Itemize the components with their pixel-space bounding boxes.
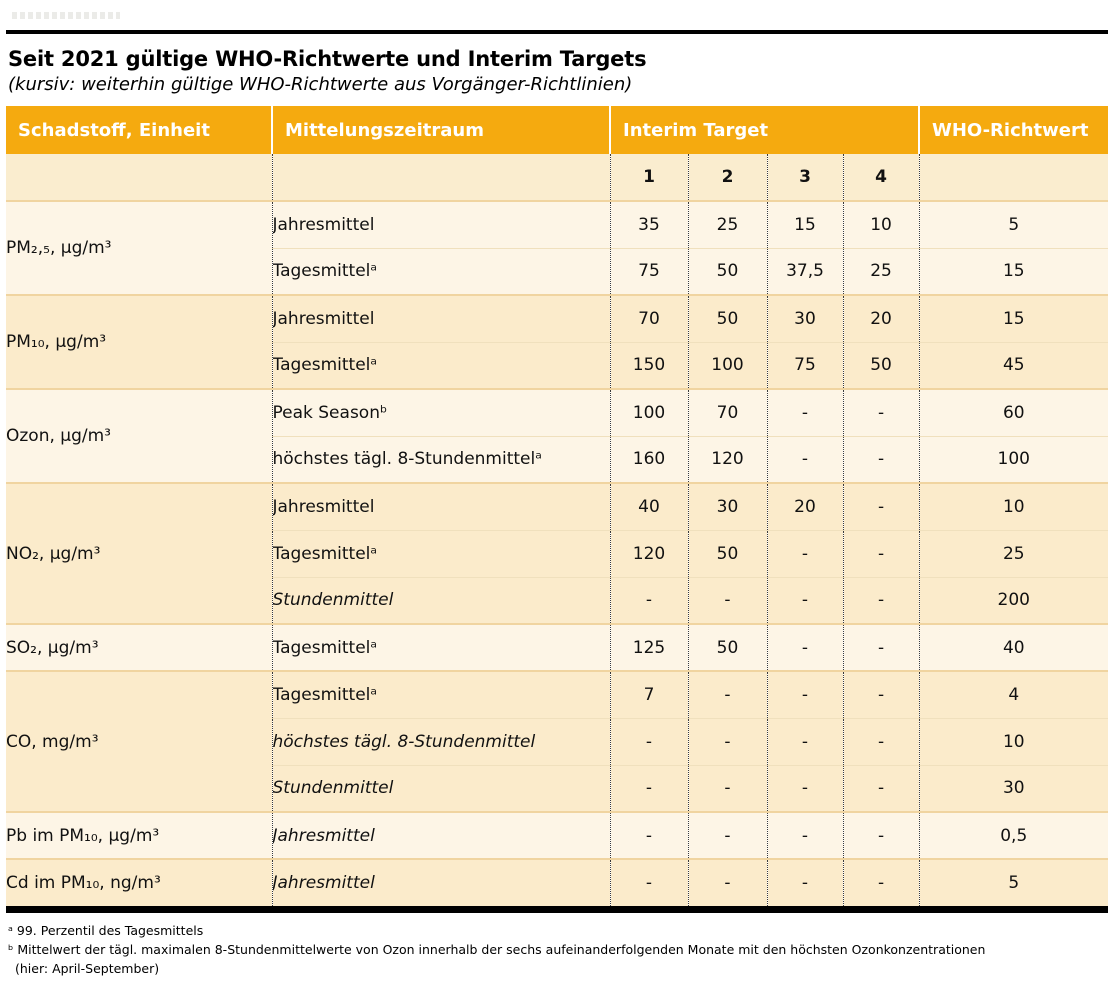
table-row: [6, 812, 1108, 859]
period-cell: höchstes tägl. 8-Stundenmittelᵃ: [272, 436, 610, 483]
period-cell: Tagesmittelᵃ: [272, 671, 610, 718]
interim-2-cell: -: [688, 812, 767, 859]
interim-4-cell: -: [843, 624, 919, 671]
subheader-empty-period: [272, 154, 610, 201]
pollutant-cell: NO₂, µg/m³: [6, 483, 272, 624]
table-row: [6, 483, 1108, 530]
pollutant-cell: Cd im PM₁₀, ng/m³: [6, 859, 272, 906]
who-value-cell: 200: [919, 577, 1108, 624]
pollutant-cell: SO₂, µg/m³: [6, 624, 272, 671]
pollutant-cell: CO, mg/m³: [6, 671, 272, 812]
footnotes: [8, 922, 1108, 978]
interim-3-cell: -: [767, 436, 843, 483]
interim-1-cell: -: [610, 859, 688, 906]
interim-3-cell: -: [767, 530, 843, 577]
top-rule: [6, 30, 1108, 34]
who-value-cell: 45: [919, 342, 1108, 389]
period-cell: Tagesmittelᵃ: [272, 624, 610, 671]
subheader-interim-4: 4: [843, 154, 919, 201]
page-title: Seit 2021 gültige WHO-Richtwerte und Interim Targets: [8, 47, 647, 71]
table-row: [6, 859, 1108, 906]
faint-source-text: [12, 12, 120, 19]
interim-1-cell: 35: [610, 201, 688, 248]
header-interim-target: Interim Target: [610, 106, 919, 154]
interim-1-cell: 100: [610, 389, 688, 436]
interim-1-cell: -: [610, 718, 688, 765]
pollutant-cell: PM₁₀, µg/m³: [6, 295, 272, 389]
interim-1-cell: 70: [610, 295, 688, 342]
interim-1-cell: -: [610, 765, 688, 812]
period-cell: Stundenmittel: [272, 765, 610, 812]
interim-4-cell: -: [843, 812, 919, 859]
footnote-b: ᵇ Mittelwert der tägl. maximalen 8-Stundenmittelwerte von Ozon innerhalb der sechs aufeinanderfolgenden Monate mit den höchsten Ozonkonzentrationen: [8, 941, 986, 957]
interim-2-cell: 100: [688, 342, 767, 389]
period-cell: Jahresmittel: [272, 812, 610, 859]
interim-2-cell: 30: [688, 483, 767, 530]
who-value-cell: 25: [919, 530, 1108, 577]
period-cell: Jahresmittel: [272, 295, 610, 342]
who-value-cell: 60: [919, 389, 1108, 436]
interim-4-cell: -: [843, 718, 919, 765]
interim-2-cell: 50: [688, 295, 767, 342]
period-cell: Stundenmittel: [272, 577, 610, 624]
who-value-cell: 10: [919, 718, 1108, 765]
period-cell: Jahresmittel: [272, 483, 610, 530]
interim-2-cell: 50: [688, 248, 767, 295]
interim-4-cell: -: [843, 859, 919, 906]
subheader-empty-who: [919, 154, 1108, 201]
header-period: Mittelungszeitraum: [272, 106, 610, 154]
period-cell: Peak Seasonᵇ: [272, 389, 610, 436]
interim-3-cell: 20: [767, 483, 843, 530]
table-subheader-row: [6, 154, 1108, 201]
interim-2-cell: -: [688, 671, 767, 718]
interim-3-cell: -: [767, 671, 843, 718]
who-value-cell: 30: [919, 765, 1108, 812]
interim-1-cell: 125: [610, 624, 688, 671]
interim-2-cell: -: [688, 859, 767, 906]
table-row: [6, 624, 1108, 671]
interim-3-cell: 15: [767, 201, 843, 248]
interim-4-cell: -: [843, 671, 919, 718]
who-guideline-table: [6, 106, 1108, 906]
table-row: [6, 671, 1108, 718]
footnote-a: ᵃ 99. Perzentil des Tagesmittels: [8, 923, 204, 938]
interim-3-cell: -: [767, 718, 843, 765]
footnote-b-continuation: (hier: April-September): [15, 960, 160, 976]
subheader-interim-1: 1: [610, 154, 688, 201]
who-value-cell: 5: [919, 201, 1108, 248]
who-value-cell: 0,5: [919, 812, 1108, 859]
interim-4-cell: 10: [843, 201, 919, 248]
interim-3-cell: 30: [767, 295, 843, 342]
who-value-cell: 10: [919, 483, 1108, 530]
who-value-cell: 15: [919, 295, 1108, 342]
interim-1-cell: 75: [610, 248, 688, 295]
period-cell: Tagesmittelᵃ: [272, 342, 610, 389]
interim-3-cell: 37,5: [767, 248, 843, 295]
period-cell: Jahresmittel: [272, 859, 610, 906]
interim-3-cell: -: [767, 389, 843, 436]
who-value-cell: 15: [919, 248, 1108, 295]
period-cell: Tagesmittelᵃ: [272, 530, 610, 577]
table-row: [6, 295, 1108, 342]
bottom-rule: [6, 906, 1108, 913]
interim-3-cell: -: [767, 765, 843, 812]
interim-2-cell: 120: [688, 436, 767, 483]
interim-3-cell: -: [767, 812, 843, 859]
table-row: [6, 389, 1108, 436]
interim-2-cell: -: [688, 718, 767, 765]
interim-4-cell: -: [843, 389, 919, 436]
subheader-interim-3: 3: [767, 154, 843, 201]
interim-1-cell: 40: [610, 483, 688, 530]
interim-4-cell: -: [843, 577, 919, 624]
table-row: [6, 201, 1108, 248]
who-value-cell: 40: [919, 624, 1108, 671]
interim-1-cell: -: [610, 577, 688, 624]
period-cell: Tagesmittelᵃ: [272, 248, 610, 295]
who-value-cell: 4: [919, 671, 1108, 718]
interim-2-cell: 25: [688, 201, 767, 248]
pollutant-cell: PM₂,₅, µg/m³: [6, 201, 272, 295]
who-value-cell: 5: [919, 859, 1108, 906]
pollutant-cell: Ozon, µg/m³: [6, 389, 272, 483]
interim-1-cell: 150: [610, 342, 688, 389]
interim-4-cell: -: [843, 436, 919, 483]
header-pollutant: Schadstoff, Einheit: [6, 106, 272, 154]
interim-2-cell: 70: [688, 389, 767, 436]
page-subtitle: (kursiv: weiterhin gültige WHO-Richtwerte aus Vorgänger-Richtlinien): [8, 74, 633, 95]
interim-3-cell: -: [767, 624, 843, 671]
interim-1-cell: 160: [610, 436, 688, 483]
interim-4-cell: -: [843, 530, 919, 577]
header-who-richtwert: WHO-Richtwert: [919, 106, 1108, 154]
interim-2-cell: -: [688, 577, 767, 624]
interim-2-cell: 50: [688, 530, 767, 577]
interim-4-cell: -: [843, 765, 919, 812]
subheader-interim-2: 2: [688, 154, 767, 201]
interim-4-cell: 20: [843, 295, 919, 342]
interim-3-cell: -: [767, 859, 843, 906]
interim-4-cell: 50: [843, 342, 919, 389]
subheader-empty-pollutant: [6, 154, 272, 201]
who-value-cell: 100: [919, 436, 1108, 483]
interim-2-cell: 50: [688, 624, 767, 671]
interim-3-cell: -: [767, 577, 843, 624]
interim-4-cell: 25: [843, 248, 919, 295]
interim-1-cell: 7: [610, 671, 688, 718]
interim-2-cell: -: [688, 765, 767, 812]
period-cell: Jahresmittel: [272, 201, 610, 248]
interim-4-cell: -: [843, 483, 919, 530]
interim-1-cell: -: [610, 812, 688, 859]
period-cell: höchstes tägl. 8-Stundenmittel: [272, 718, 610, 765]
interim-1-cell: 120: [610, 530, 688, 577]
table-header-row: [6, 106, 1108, 154]
interim-3-cell: 75: [767, 342, 843, 389]
pollutant-cell: Pb im PM₁₀, µg/m³: [6, 812, 272, 859]
